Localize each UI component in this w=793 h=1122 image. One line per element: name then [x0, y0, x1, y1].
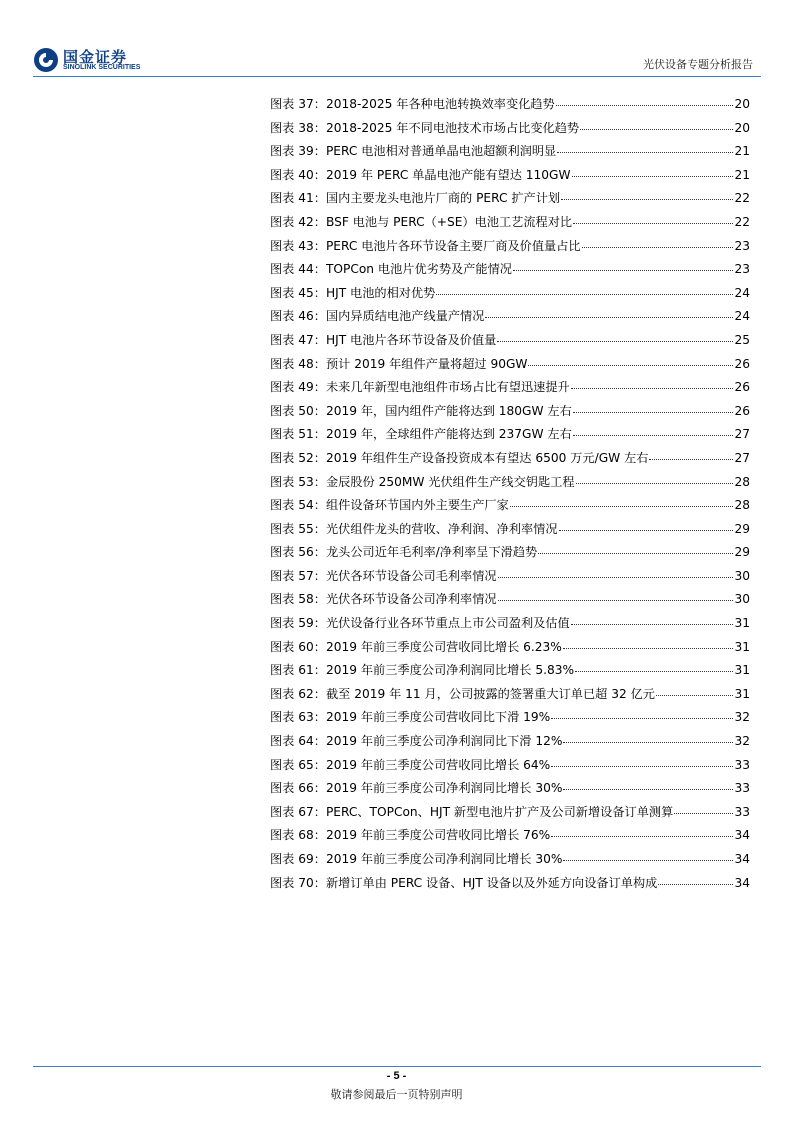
- toc-entry-page: 33: [734, 804, 750, 819]
- toc-entry-title: PERC、TOPCon、HJT 新型电池片扩产及公司新增设备订单测算: [325, 804, 674, 819]
- toc-entry-label: 图表 61：: [270, 663, 326, 678]
- toc-entry[interactable]: [270, 121, 750, 145]
- header-divider: [33, 76, 761, 77]
- toc-dot-leader: [573, 223, 733, 224]
- toc-dot-leader: [576, 483, 734, 484]
- toc-entry-title: 新增订单由 PERC 设备、HJT 设备以及外延方向设备订单构成: [325, 875, 658, 890]
- toc-dot-leader: [573, 412, 734, 413]
- toc-entry[interactable]: [270, 404, 750, 428]
- toc-entry[interactable]: [270, 687, 750, 711]
- toc-dot-leader: [561, 199, 733, 200]
- toc-entry[interactable]: [270, 144, 750, 168]
- toc-entry-label: 图表 56：: [270, 545, 326, 560]
- toc-entry[interactable]: [270, 876, 750, 900]
- toc-entry[interactable]: [270, 168, 750, 192]
- toc-entry-label: 图表 70：: [270, 875, 326, 890]
- toc-dot-leader: [559, 530, 734, 531]
- toc-entry-page: 23: [734, 238, 750, 253]
- toc-entry-page: 24: [734, 285, 750, 300]
- toc-entry-label: 图表 51：: [270, 427, 326, 442]
- toc-entry-title: 预计 2019 年组件产量将超过 90GW: [325, 356, 528, 371]
- toc-entry-title: 2019 年前三季度公司净利润同比下滑 12%: [325, 734, 563, 749]
- toc-entry-title: 2019 年前三季度公司营收同比下滑 19%: [325, 710, 551, 725]
- toc-entry-title: 组件设备环节国内外主要生产厂家: [325, 498, 509, 513]
- toc-entry-page: 23: [734, 262, 750, 277]
- toc-entry[interactable]: [270, 309, 750, 333]
- toc-entry-page: 34: [734, 828, 750, 843]
- toc-entry-title: HJT 电池片各环节设备及价值量: [325, 332, 497, 347]
- disclaimer: 敬请参阅最后一页特别声明: [330, 1088, 463, 1101]
- toc-entry[interactable]: [270, 286, 750, 310]
- logo-english-name: SINOLINK SECURITIES: [63, 64, 141, 71]
- toc-entry-page: 32: [734, 710, 750, 725]
- toc-entry-page: 28: [734, 474, 750, 489]
- toc-entry-page: 20: [734, 120, 750, 135]
- page-header: [0, 0, 793, 80]
- toc-entry-title: BSF 电池与 PERC（+SE）电池工艺流程对比: [325, 214, 573, 229]
- toc-entry[interactable]: [270, 805, 750, 829]
- toc-dot-leader: [571, 388, 734, 389]
- toc-entry-title: 2019 年，国内组件产能将达到 180GW 左右: [325, 403, 572, 418]
- toc-entry-page: 21: [734, 167, 750, 182]
- toc-entry-label: 图表 37：: [270, 97, 326, 111]
- toc-entry-title: TOPCon 电池片优劣势及产能情况: [325, 262, 512, 277]
- company-logo: [33, 45, 145, 77]
- toc-entry-title: 2019 年，全球组件产能将达到 237GW 左右: [325, 427, 572, 442]
- toc-entry[interactable]: [270, 592, 750, 616]
- toc-dot-leader: [538, 553, 733, 554]
- toc-entry-page: 22: [734, 191, 750, 206]
- toc-dot-leader: [551, 766, 733, 767]
- toc-entry-title: PERC 电池片各环节设备主要厂商及价值量占比: [325, 238, 581, 253]
- logo-mark-icon: [33, 47, 59, 73]
- page-number: - 5 -: [386, 1070, 407, 1082]
- toc-entry-page: 30: [734, 568, 750, 583]
- toc-entry-page: 26: [734, 380, 750, 395]
- toc-entry[interactable]: [270, 498, 750, 522]
- toc-entry[interactable]: [270, 191, 750, 215]
- toc-entry[interactable]: [270, 569, 750, 593]
- toc-entry[interactable]: [270, 380, 750, 404]
- toc-dot-leader: [571, 624, 734, 625]
- toc-entry-label: 图表 52：: [270, 450, 326, 465]
- toc-dot-leader: [674, 813, 733, 814]
- toc-entry-label: 图表 46：: [270, 309, 326, 324]
- toc-entry-title: 2019 年前三季度公司营收同比增长 6.23%: [325, 639, 562, 654]
- logo-chinese-name: 国金证券: [63, 48, 128, 66]
- toc-entry-label: 图表 63：: [270, 710, 326, 725]
- toc-entry-label: 图表 43：: [270, 238, 326, 253]
- toc-entry-page: 30: [734, 592, 750, 607]
- table-of-figures: [270, 97, 750, 899]
- toc-entry-label: 图表 67：: [270, 804, 326, 819]
- toc-entry-label: 图表 38：: [270, 120, 326, 135]
- toc-entry-title: 2019 年前三季度公司净利润同比增长 30%: [325, 852, 563, 866]
- toc-entry-label: 图表 69：: [270, 852, 326, 866]
- toc-entry-label: 图表 49：: [270, 380, 326, 395]
- toc-entry[interactable]: [270, 828, 750, 852]
- toc-entry-page: 31: [734, 686, 750, 701]
- toc-entry[interactable]: [270, 333, 750, 357]
- toc-entry-label: 图表 42：: [270, 214, 326, 229]
- toc-entry-label: 图表 55：: [270, 521, 326, 536]
- toc-entry-label: 图表 60：: [270, 639, 326, 654]
- toc-dot-leader: [563, 648, 734, 649]
- toc-dot-leader: [572, 176, 734, 177]
- toc-entry-label: 图表 39：: [270, 144, 326, 159]
- toc-dot-leader: [498, 577, 734, 578]
- toc-entry-page: 20: [734, 97, 750, 111]
- toc-entry-page: 31: [734, 639, 750, 654]
- toc-entry-title: PERC 电池相对普通单晶电池超额利润明显: [325, 144, 557, 159]
- toc-entry[interactable]: [270, 710, 750, 734]
- toc-dot-leader: [575, 671, 733, 672]
- toc-entry-page: 22: [734, 214, 750, 229]
- toc-entry[interactable]: [270, 357, 750, 381]
- toc-entry-page: 33: [734, 757, 750, 772]
- toc-entry-label: 图表 50：: [270, 403, 326, 418]
- footer-divider: [33, 1066, 761, 1067]
- toc-entry-label: 图表 62：: [270, 686, 326, 701]
- toc-entry[interactable]: [270, 734, 750, 758]
- toc-dot-leader: [497, 341, 733, 342]
- toc-entry[interactable]: [270, 640, 750, 664]
- toc-entry-page: 34: [734, 852, 750, 866]
- toc-entry[interactable]: [270, 239, 750, 263]
- toc-entry-label: 图表 66：: [270, 781, 326, 796]
- toc-entry-title: 2019 年 PERC 单晶电池产能有望达 110GW: [325, 167, 571, 182]
- toc-entry-title: HJT 电池的相对优势: [325, 285, 436, 300]
- toc-entry-title: 金辰股份 250MW 光伏组件生产线交钥匙工程: [325, 474, 575, 489]
- toc-entry-title: 龙头公司近年毛利率/净利率呈下滑趋势: [325, 545, 538, 560]
- toc-dot-leader: [436, 294, 733, 295]
- toc-entry-page: 31: [734, 616, 750, 631]
- toc-entry-page: 32: [734, 734, 750, 749]
- toc-entry-page: 28: [734, 498, 750, 513]
- toc-entry-page: 31: [734, 663, 750, 678]
- toc-entry-label: 图表 44：: [270, 262, 326, 277]
- toc-entry[interactable]: [270, 475, 750, 499]
- toc-entry-title: 光伏各环节设备公司毛利率情况: [325, 568, 497, 583]
- toc-entry[interactable]: [270, 663, 750, 687]
- toc-entry-title: 光伏设备行业各环节重点上市公司盈利及估值: [325, 616, 570, 631]
- toc-entry[interactable]: [270, 852, 750, 876]
- toc-entry-title: 2019 年前三季度公司净利润同比增长 5.83%: [325, 663, 575, 678]
- toc-entry-page: 26: [734, 403, 750, 418]
- toc-dot-leader: [485, 317, 733, 318]
- toc-entry-label: 图表 45：: [270, 285, 326, 300]
- toc-entry[interactable]: [270, 781, 750, 805]
- toc-entry-title: 2019 年前三季度公司营收同比增长 76%: [325, 828, 551, 843]
- toc-dot-leader: [658, 884, 733, 885]
- toc-entry-page: 29: [734, 521, 750, 536]
- toc-entry-label: 图表 47：: [270, 332, 326, 347]
- toc-entry-label: 图表 64：: [270, 734, 326, 749]
- toc-entry-title: 2018-2025 年各种电池转换效率变化趋势: [325, 97, 555, 111]
- toc-entry[interactable]: [270, 616, 750, 640]
- toc-entry-page: 33: [734, 781, 750, 796]
- toc-dot-leader: [498, 600, 734, 601]
- toc-entry-title: 未来几年新型电池组件市场占比有望迅速提升: [325, 380, 570, 395]
- toc-entry-label: 图表 65：: [270, 757, 326, 772]
- toc-entry-page: 34: [734, 875, 750, 890]
- toc-dot-leader: [563, 860, 733, 861]
- toc-entry-page: 25: [734, 332, 750, 347]
- toc-entry-title: 截至 2019 年 11 月，公司披露的签署重大订单已超 32 亿元: [325, 686, 655, 701]
- toc-entry-title: 2018-2025 年不同电池技术市场占比变化趋势: [325, 120, 580, 135]
- toc-entry-label: 图表 53：: [270, 474, 326, 489]
- toc-entry-title: 2019 年组件生产设备投资成本有望达 6500 万元/GW 左右: [325, 450, 649, 465]
- toc-entry-title: 2019 年前三季度公司净利润同比增长 30%: [325, 781, 563, 796]
- toc-dot-leader: [582, 247, 734, 248]
- toc-entry[interactable]: [270, 215, 750, 239]
- toc-entry[interactable]: [270, 522, 750, 546]
- toc-entry-label: 图表 54：: [270, 498, 326, 513]
- toc-entry-title: 光伏组件龙头的营收、净利润、净利率情况: [325, 521, 558, 536]
- toc-entry[interactable]: [270, 97, 750, 121]
- toc-entry[interactable]: [270, 427, 750, 451]
- toc-dot-leader: [513, 270, 734, 271]
- toc-dot-leader: [656, 695, 734, 696]
- toc-entry-page: 29: [734, 545, 750, 560]
- toc-dot-leader: [510, 506, 734, 507]
- toc-entry-page: 26: [734, 356, 750, 371]
- toc-entry-page: 21: [734, 144, 750, 159]
- toc-dot-leader: [551, 836, 733, 837]
- toc-dot-leader: [580, 129, 733, 130]
- toc-dot-leader: [573, 435, 734, 436]
- toc-entry-title: 国内异质结电池产线量产情况: [325, 309, 485, 324]
- toc-entry-label: 图表 57：: [270, 568, 326, 583]
- toc-dot-leader: [556, 105, 734, 106]
- toc-entry[interactable]: [270, 262, 750, 286]
- toc-entry-title: 国内主要龙头电池片厂商的 PERC 扩产计划: [325, 191, 561, 206]
- toc-entry-label: 图表 68：: [270, 828, 326, 843]
- toc-entry-label: 图表 40：: [270, 167, 326, 182]
- toc-entry-title: 2019 年前三季度公司营收同比增长 64%: [325, 757, 551, 772]
- toc-entry-label: 图表 59：: [270, 616, 326, 631]
- report-title: 光伏设备专题分析报告: [643, 58, 753, 71]
- toc-entry-label: 图表 48：: [270, 356, 326, 371]
- toc-dot-leader: [563, 789, 733, 790]
- toc-entry-label: 图表 41：: [270, 191, 326, 206]
- toc-entry-page: 24: [734, 309, 750, 324]
- toc-entry-page: 27: [734, 427, 750, 442]
- toc-entry-page: 27: [734, 450, 750, 465]
- toc-dot-leader: [557, 152, 733, 153]
- toc-entry[interactable]: [270, 451, 750, 475]
- toc-entry[interactable]: [270, 545, 750, 569]
- toc-dot-leader: [649, 459, 733, 460]
- toc-dot-leader: [551, 718, 733, 719]
- toc-dot-leader: [528, 365, 733, 366]
- toc-entry-title: 光伏各环节设备公司净利率情况: [325, 592, 497, 607]
- toc-dot-leader: [563, 742, 733, 743]
- toc-entry-label: 图表 58：: [270, 592, 326, 607]
- toc-entry[interactable]: [270, 758, 750, 782]
